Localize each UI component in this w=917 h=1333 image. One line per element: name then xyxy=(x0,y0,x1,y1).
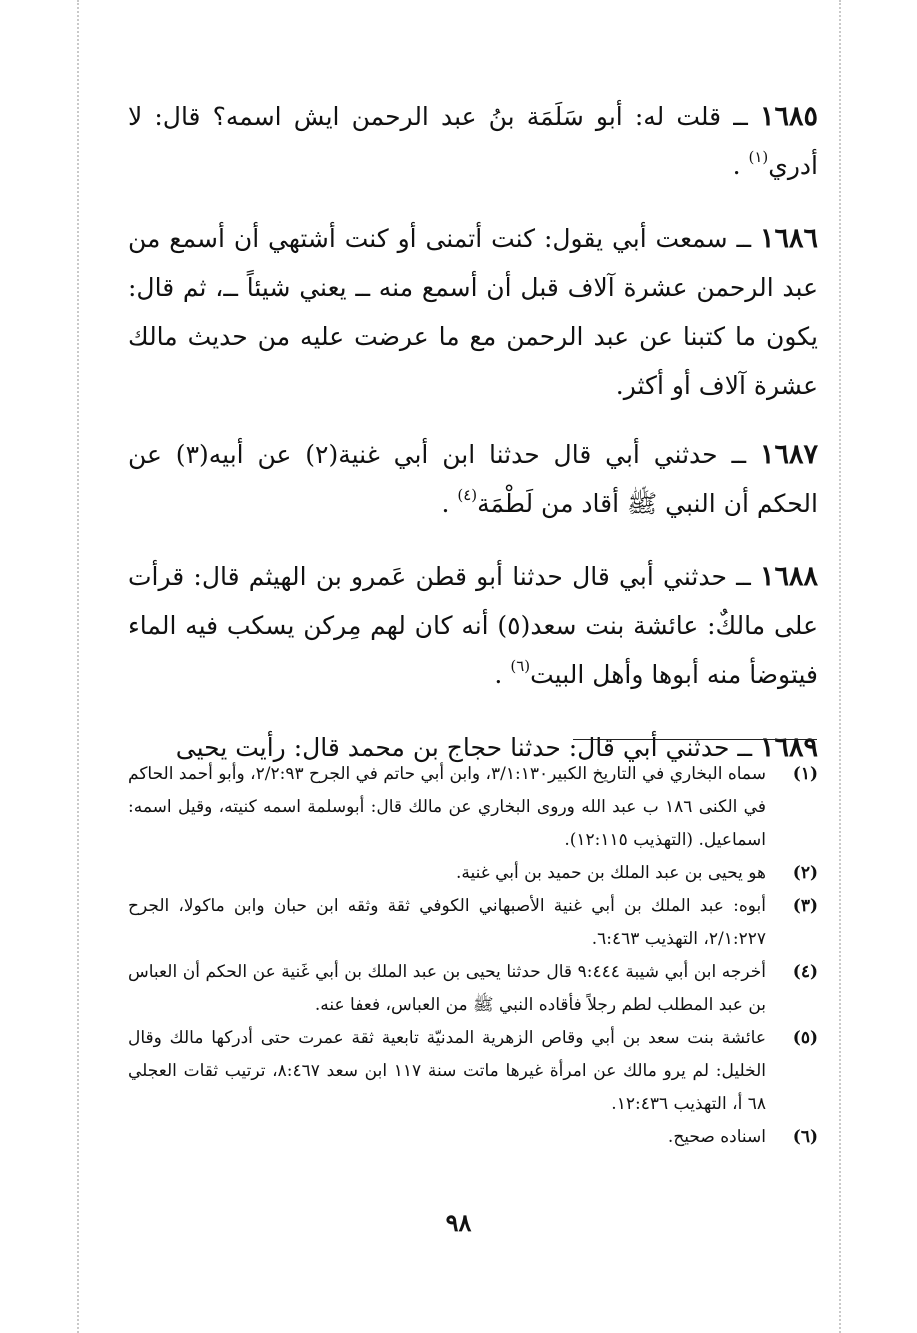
footnote-ref: (٤) xyxy=(457,486,478,504)
footnote-3 xyxy=(128,890,818,956)
footnote-4 xyxy=(128,956,818,1022)
entry-text: ــ حدثني أبي قال حدثنا ابن أبي غنية(٢) عن أبيه(٣) عن الحكم أن النبي ﷺ أقاد من لَطْمَة xyxy=(128,440,818,518)
paragraph-1688 xyxy=(128,552,818,703)
footnote-5 xyxy=(128,1022,818,1121)
main-text xyxy=(128,92,818,792)
footnote-mark: (٣) xyxy=(792,896,818,916)
entry-end: . xyxy=(732,151,741,180)
paragraph-1687 xyxy=(128,430,818,532)
entry-number: ١٦٨٦ xyxy=(760,223,819,254)
entry-number: ١٦٨٥ xyxy=(759,101,818,132)
footnotes xyxy=(128,758,818,1154)
scan-dot-line xyxy=(839,0,841,1333)
footnote-2 xyxy=(128,857,818,890)
entry-end: . xyxy=(441,489,450,518)
entry-text: ــ سمعت أبي يقول: كنت أتمنى أو كنت أشتهي أن أسمع من عبد الرحمن عشرة آلاف قبل أن أسمع منه ــ يعني شيئاً ــ، ثم قال: يكون ما كتبنا عن عبد الرحمن مع ما عرضت عليه من حديث مالك عشرة آلاف أو أكثر. xyxy=(128,224,818,400)
footnote-mark: (٦) xyxy=(792,1127,818,1147)
footnote-mark: (٤) xyxy=(792,962,818,982)
entry-text: ــ حدثني أبي قال حدثنا أبو قطن عَمرو بن الهيثم قال: قرأت على مالكٌ: عائشة بنت سعد(٥) أنه كان لهم مِركن يسكب فيه الماء فيتوضأ منه أبوها وأهل البيت xyxy=(128,562,818,689)
footnote-separator xyxy=(573,739,817,740)
footnote-text: هو يحيى بن عبد الملك بن حميد بن أبي غنية. xyxy=(456,863,766,883)
footnote-ref: (١) xyxy=(748,148,769,166)
footnote-1 xyxy=(128,758,818,857)
entry-number: ١٦٨٩ xyxy=(759,732,818,763)
footnote-mark: (٢) xyxy=(792,863,818,883)
footnote-text: أبوه: عبد الملك بن أبي غنية الأصبهاني الكوفي ثقة وثقه ابن حبان وابن ماكولا، الجرح ٢/١:٢٢٧، التهذيب ٦:٤٦٣. xyxy=(128,896,766,949)
scan-dot-line xyxy=(77,0,79,1333)
footnote-text: سماه البخاري في التاريخ الكبير٣/١:١٣٠، وابن أبي حاتم في الجرح ٢/٢:٩٣، وأبو أحمد الحاكم في الكنى ١٨٦ ب عبد الله وروى البخاري عن مالك قال: أبوسلمة اسمه كنيته، وقيل اسمه: اسماعيل. (التهذيب ١٢:١١٥). xyxy=(128,764,766,850)
footnote-mark: (٥) xyxy=(792,1028,818,1048)
paragraph-1686 xyxy=(128,214,818,410)
footnote-text: عائشة بنت سعد بن أبي وقاص الزهرية المدنيّة تابعية ثقة عمرت حتى أدركها مالك وقال الخليل: لم يرو مالك عن امرأة غيرها ماتت سنة ١١٧ ابن سعد ٨:٤٦٧، ترتيب ثقات العجلي ٦٨ أ، التهذيب ١٢:٤٣٦. xyxy=(128,1028,766,1114)
entry-number: ١٦٨٨ xyxy=(760,561,819,592)
paragraph-1685 xyxy=(128,92,818,194)
footnote-mark: (١) xyxy=(792,764,818,784)
footnote-6 xyxy=(128,1121,818,1154)
footnote-text: أخرجه ابن أبي شيبة ٩:٤٤٤ قال حدثنا يحيى بن عبد الملك بن أبي غَنية عن الحكم أن العباس بن عبد المطلب لطم رجلاً فأقاده النبي ﷺ من العباس، فعفا عنه. xyxy=(128,962,766,1015)
entry-text: ــ قلت له: أبو سَلَمَة بنُ عبد الرحمن ايش اسمه؟ قال: لا أدري xyxy=(128,102,818,180)
footnote-text: اسناده صحيح. xyxy=(667,1127,766,1147)
page-number: ٩٨ xyxy=(445,1208,472,1237)
footnote-ref: (٦) xyxy=(510,657,531,675)
entry-number: ١٦٨٧ xyxy=(760,439,819,470)
entry-end: . xyxy=(494,660,503,689)
entry-text: ــ حدثني أبي قال: حدثنا حجاج بن محمد قال: رأيت يحيى xyxy=(175,733,753,762)
